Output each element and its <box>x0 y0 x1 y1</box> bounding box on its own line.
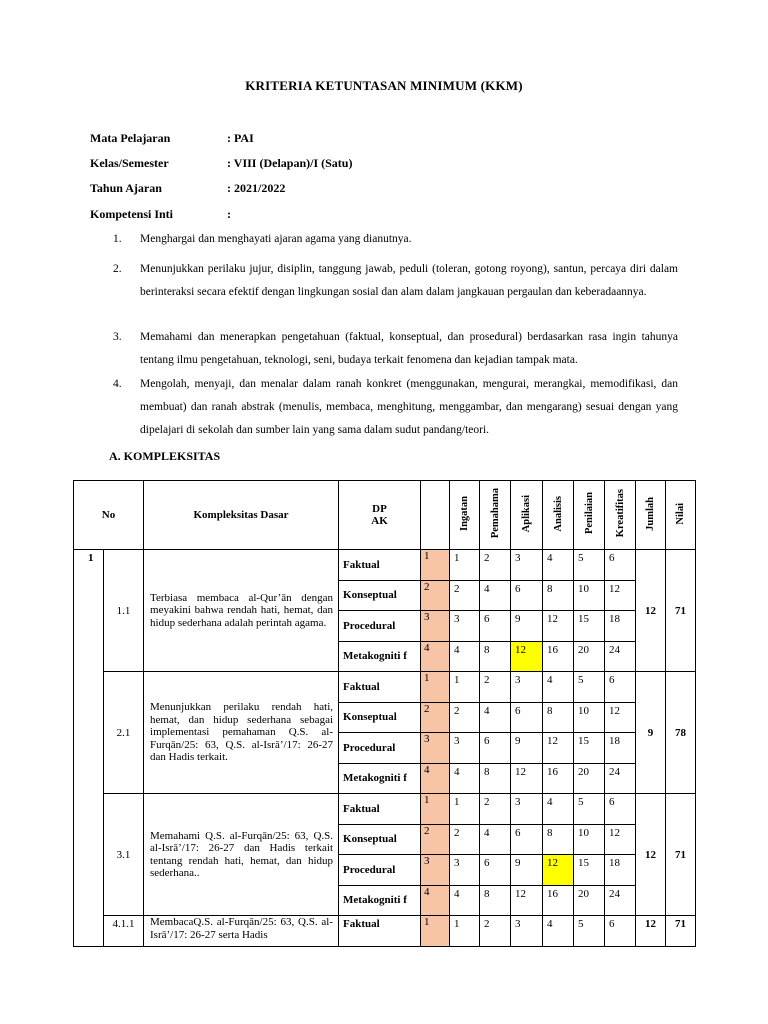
matrix-cell: 5 <box>574 672 605 703</box>
kd-cell <box>144 550 339 672</box>
kd-text: Memahami Q.S. al-Furqān/25: 63, Q.S. al-Isrā’/17: 26-27 dan Hadis terkait tentang rendah hati, hemat, dan hidup sederhana.. <box>150 829 334 879</box>
matrix-cell: 1 <box>450 550 480 581</box>
kd-text: MembacaQ.S. al-Furqān/25: 63, Q.S. al-Isrā’/17: 26-27 serta Hadis <box>150 916 334 941</box>
matrix-cell: 5 <box>574 916 605 947</box>
header-jumlah <box>636 481 666 550</box>
matrix-cell: 3 <box>511 794 543 825</box>
dimension-label: Metakogniti f <box>339 885 421 916</box>
matrix-cell: 2 <box>450 580 480 611</box>
header-col-label: Jumlah <box>645 496 657 531</box>
nilai-cell: 71 <box>666 916 696 947</box>
header-aplikasi <box>511 481 543 550</box>
matrix-cell: 24 <box>605 641 636 672</box>
matrix-cell: 8 <box>543 702 574 733</box>
matrix-cell: 4 <box>450 885 480 916</box>
matrix-cell: 15 <box>574 611 605 642</box>
matrix-cell: 8 <box>480 885 511 916</box>
matrix-cell: 2 <box>480 916 511 947</box>
matrix-cell: 6 <box>480 855 511 886</box>
matrix-cell: 2 <box>450 702 480 733</box>
meta-label: Kelas/Semester <box>90 156 169 170</box>
matrix-cell: 3 <box>450 855 480 886</box>
matrix-cell: 2 <box>480 794 511 825</box>
level-cell: 3 <box>421 855 450 886</box>
header-penilaian <box>574 481 605 550</box>
matrix-cell: 6 <box>605 550 636 581</box>
matrix-cell: 20 <box>574 641 605 672</box>
header-col-label: Kreatifitas <box>614 489 626 538</box>
matrix-cell: 8 <box>543 824 574 855</box>
matrix-cell: 12 <box>543 611 574 642</box>
level-cell: 1 <box>421 916 450 947</box>
dimension-label: Faktual <box>339 550 421 581</box>
header-col-label: Analisis <box>552 495 564 532</box>
header-col-label: Penilaian <box>583 492 595 535</box>
matrix-cell: 16 <box>543 885 574 916</box>
matrix-cell: 20 <box>574 885 605 916</box>
jumlah-cell: 9 <box>636 672 666 794</box>
kd-text: Terbiasa membaca al-Qur’ān dengan meyakini bahwa rendah hati, hemat, dan hidup sederhana adalah perintah agama. <box>150 591 334 629</box>
matrix-cell: 8 <box>480 763 511 794</box>
matrix-cell: 8 <box>480 641 511 672</box>
matrix-cell: 18 <box>605 855 636 886</box>
matrix-cell: 6 <box>511 702 543 733</box>
header-kompleksitas: Kompleksitas Dasar <box>144 481 339 550</box>
meta-label: Kompetensi Inti <box>90 207 174 221</box>
matrix-cell: 15 <box>574 855 605 886</box>
level-cell: 3 <box>421 611 450 642</box>
dimension-label: Konseptual <box>339 824 421 855</box>
meta-label: Tahun Ajaran <box>90 181 162 195</box>
meta-value: : VIII (Delapan)/I (Satu) <box>227 156 353 170</box>
kd-text: Menunjukkan perilaku rendah hati, hemat, dan hidup sederhana sebagai implementasi pemahaman Q.S. al-Furqān/25: 63, Q.S. al-Isrā’/17: 26-27 dan Hadis terkait. <box>150 701 334 764</box>
nilai-cell: 78 <box>666 672 696 794</box>
matrix-cell: 1 <box>450 672 480 703</box>
matrix-cell: 16 <box>543 641 574 672</box>
header-dpak-line2: AK <box>371 515 388 527</box>
kd-cell <box>144 794 339 916</box>
level-cell: 2 <box>421 580 450 611</box>
table-row <box>74 672 696 703</box>
dimension-label: Procedural <box>339 611 421 642</box>
matrix-cell: 10 <box>574 824 605 855</box>
matrix-cell: 12 <box>511 763 543 794</box>
dimension-label: Metakogniti f <box>339 763 421 794</box>
kd-cell <box>144 672 339 794</box>
table-row <box>74 550 696 581</box>
matrix-cell: 20 <box>574 763 605 794</box>
meta-value: : PAI <box>227 131 254 145</box>
kd-cell <box>144 916 339 947</box>
matrix-cell: 4 <box>480 702 511 733</box>
level-cell: 1 <box>421 550 450 581</box>
ki-number: 2. <box>113 263 122 275</box>
header-no: No <box>74 481 144 550</box>
matrix-cell: 4 <box>450 641 480 672</box>
ki-text: Memahami dan menerapkan pengetahuan (faktual, konseptual, dan prosedural) berdasarkan rasa ingin tahunya tentang ilmu pengetahuan, teknologi, seni, budaya terkait fenomena dan kejadian tampak mata. <box>140 331 678 366</box>
matrix-cell: 4 <box>450 763 480 794</box>
matrix-cell: 3 <box>450 611 480 642</box>
matrix-cell: 5 <box>574 550 605 581</box>
matrix-cell: 2 <box>450 824 480 855</box>
dimension-label: Faktual <box>339 916 421 947</box>
header-col-label: Aplikasi <box>521 494 533 533</box>
ki-text: Mengolah, menyaji, dan menalar dalam ranah konkret (menggunakan, mengurai, merangkai, memodifikasi, dan membuat) dan ranah abstrak (menulis, membaca, menghitung, menggambar, dan mengarang) sesuai dengan yang dipelajari di sekolah dan sumber lain yang sama dalam sudut pandang/teori. <box>140 378 678 436</box>
matrix-cell: 9 <box>511 733 543 764</box>
dimension-label: Procedural <box>339 733 421 764</box>
matrix-cell: 4 <box>543 550 574 581</box>
kd-code: 4.1.1 <box>104 916 144 947</box>
matrix-cell: 4 <box>480 824 511 855</box>
kd-code: 1.1 <box>104 550 144 672</box>
level-cell: 4 <box>421 763 450 794</box>
matrix-cell: 10 <box>574 702 605 733</box>
table-row <box>74 794 696 825</box>
dimension-label: Faktual <box>339 672 421 703</box>
ki-text: Menunjukkan perilaku jujur, disiplin, tanggung jawab, peduli (toleran, gotong royong), santun, percaya diri dalam berinteraksi secara efektif dengan lingkungan sosial dan alam dalam jangkauan pergaulan dan keberadaannya. <box>140 263 678 298</box>
matrix-cell: 15 <box>574 733 605 764</box>
matrix-cell: 6 <box>511 824 543 855</box>
matrix-cell: 6 <box>480 733 511 764</box>
matrix-cell: 6 <box>511 580 543 611</box>
meta-value: : <box>227 207 231 221</box>
ki-number: 4. <box>113 378 122 390</box>
jumlah-cell: 12 <box>636 794 666 916</box>
matrix-cell: 24 <box>605 885 636 916</box>
matrix-cell: 12 <box>511 641 543 672</box>
matrix-cell: 24 <box>605 763 636 794</box>
header-col-label: Nilai <box>675 502 687 525</box>
meta-label: Mata Pelajaran <box>90 131 171 145</box>
header-kreatifitas <box>605 481 636 550</box>
header-nilai <box>666 481 696 550</box>
nilai-cell: 71 <box>666 794 696 916</box>
matrix-cell: 12 <box>605 702 636 733</box>
matrix-cell: 12 <box>543 855 574 886</box>
dimension-label: Konseptual <box>339 580 421 611</box>
matrix-cell: 12 <box>543 733 574 764</box>
matrix-cell: 6 <box>605 794 636 825</box>
matrix-cell: 3 <box>511 672 543 703</box>
header-dpak <box>339 481 421 550</box>
table-header-row <box>74 481 696 550</box>
matrix-cell: 3 <box>450 733 480 764</box>
matrix-cell: 12 <box>511 885 543 916</box>
header-ingatan <box>450 481 480 550</box>
matrix-cell: 12 <box>605 580 636 611</box>
matrix-cell: 3 <box>511 550 543 581</box>
level-cell: 4 <box>421 641 450 672</box>
matrix-cell: 9 <box>511 611 543 642</box>
header-analisis <box>543 481 574 550</box>
level-cell: 1 <box>421 794 450 825</box>
matrix-cell: 1 <box>450 794 480 825</box>
level-cell: 1 <box>421 672 450 703</box>
dimension-label: Procedural <box>339 855 421 886</box>
matrix-cell: 18 <box>605 733 636 764</box>
matrix-cell: 3 <box>511 916 543 947</box>
matrix-cell: 6 <box>605 672 636 703</box>
table-row <box>74 916 696 947</box>
header-level <box>421 481 450 550</box>
kd-code: 2.1 <box>104 672 144 794</box>
level-cell: 3 <box>421 733 450 764</box>
matrix-cell: 8 <box>543 580 574 611</box>
matrix-cell: 10 <box>574 580 605 611</box>
header-pemahaman <box>480 481 511 550</box>
level-cell: 2 <box>421 702 450 733</box>
level-cell: 4 <box>421 885 450 916</box>
page-title: KRITERIA KETUNTASAN MINIMUM (KKM) <box>245 78 523 93</box>
level-cell: 2 <box>421 824 450 855</box>
matrix-cell: 4 <box>543 794 574 825</box>
jumlah-cell: 12 <box>636 916 666 947</box>
matrix-cell: 1 <box>450 916 480 947</box>
matrix-cell: 12 <box>605 824 636 855</box>
matrix-cell: 9 <box>511 855 543 886</box>
kd-code: 3.1 <box>104 794 144 916</box>
dimension-label: Konseptual <box>339 702 421 733</box>
ki-number: 1. <box>113 233 122 245</box>
nilai-cell: 71 <box>666 550 696 672</box>
dimension-label: Faktual <box>339 794 421 825</box>
section-title: A. KOMPLEKSITAS <box>109 449 221 463</box>
matrix-cell: 5 <box>574 794 605 825</box>
jumlah-cell: 12 <box>636 550 666 672</box>
ki-text: Menghargai dan menghayati ajaran agama yang dianutnya. <box>140 233 412 245</box>
meta-value: : 2021/2022 <box>227 181 286 195</box>
header-col-label: Pemahama <box>489 488 501 539</box>
matrix-cell: 4 <box>543 672 574 703</box>
header-col-label: Ingatan <box>459 495 471 531</box>
matrix-cell: 18 <box>605 611 636 642</box>
group-number: 1 <box>74 550 104 947</box>
matrix-cell: 2 <box>480 672 511 703</box>
matrix-cell: 6 <box>605 916 636 947</box>
matrix-cell: 6 <box>480 611 511 642</box>
matrix-cell: 2 <box>480 550 511 581</box>
matrix-cell: 4 <box>480 580 511 611</box>
matrix-cell: 16 <box>543 763 574 794</box>
kkm-table <box>73 480 696 947</box>
ki-number: 3. <box>113 331 122 343</box>
header-dpak-line1: DP <box>372 503 387 515</box>
matrix-cell: 4 <box>543 916 574 947</box>
dimension-label: Metakogniti f <box>339 641 421 672</box>
